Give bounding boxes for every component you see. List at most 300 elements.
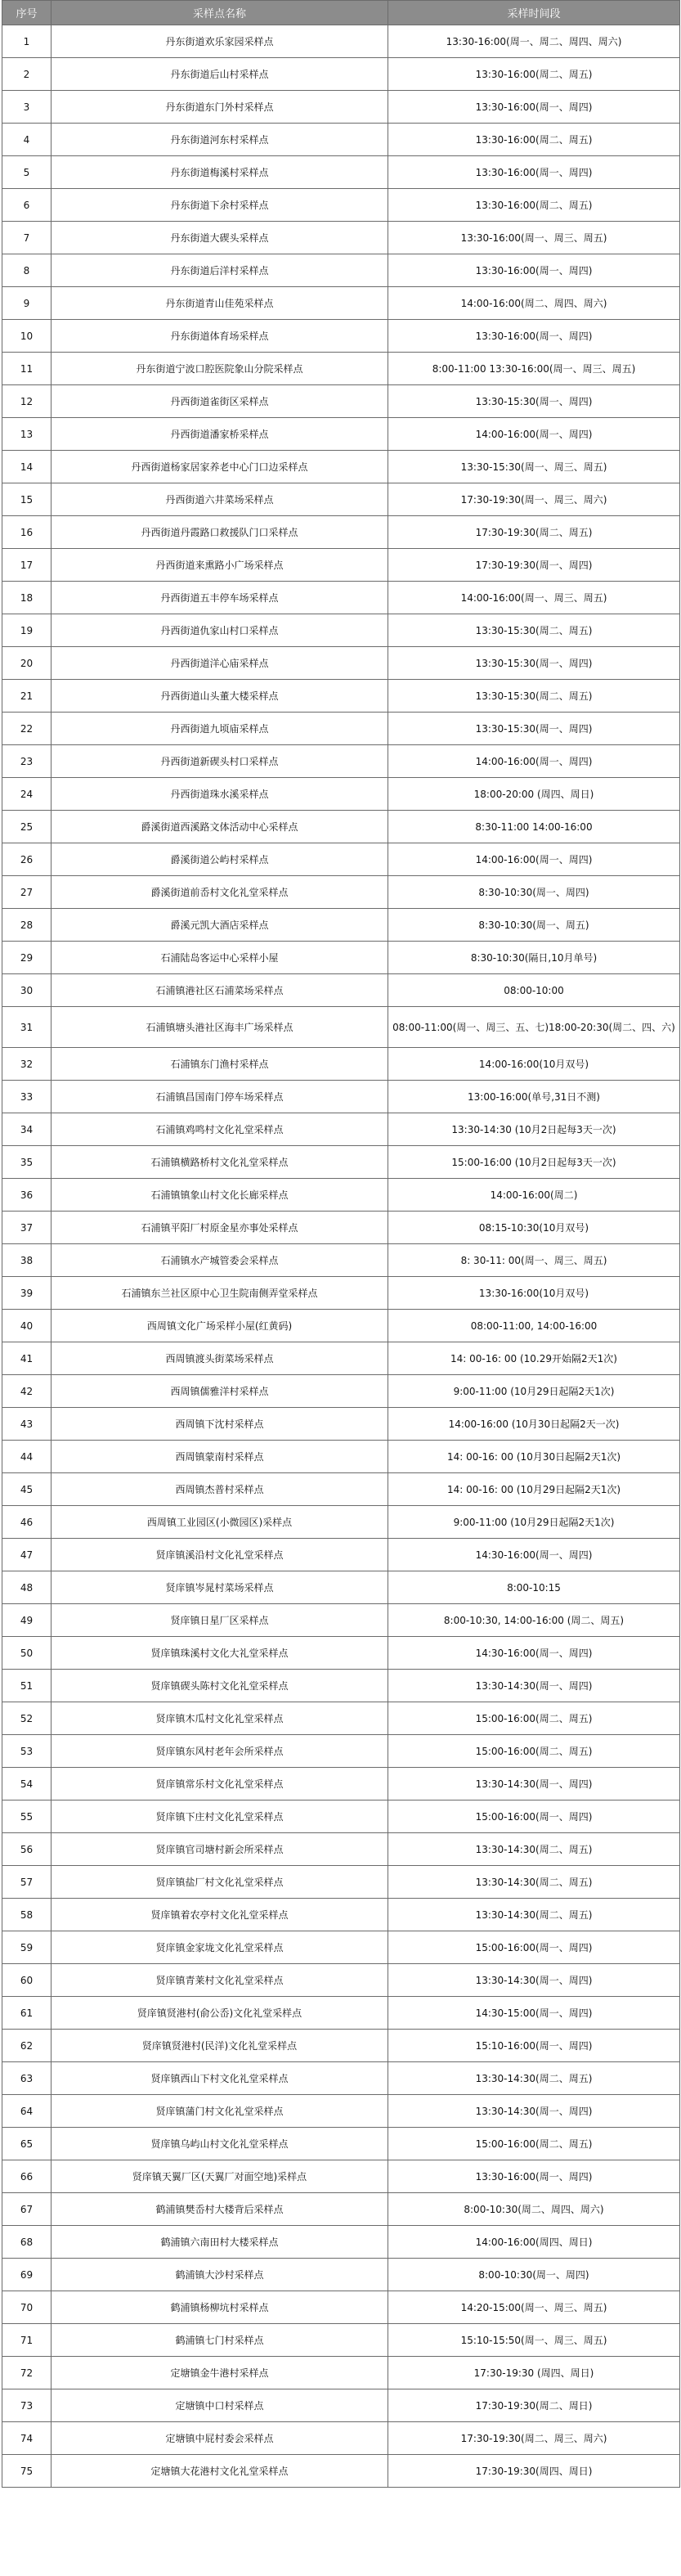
table-row	[2, 582, 680, 614]
cell-no: 17	[2, 549, 52, 582]
cell-name: 丹西街道五丰停车场采样点	[52, 582, 388, 614]
cell-time: 08:15-10:30(10月双号)	[388, 1212, 680, 1244]
cell-name: 贤庠镇贤港村(俞公岙)文化礼堂采样点	[52, 1997, 388, 2030]
cell-no: 12	[2, 385, 52, 418]
cell-name: 石浦镇昌国南门停车场采样点	[52, 1081, 388, 1113]
cell-no: 64	[2, 2095, 52, 2128]
cell-name: 贤庠镇官司塘村新会所采样点	[52, 1833, 388, 1866]
table-row	[2, 1637, 680, 1670]
table-row	[2, 1113, 680, 1146]
table-row	[2, 287, 680, 320]
cell-name: 丹西街道新碶头村口采样点	[52, 745, 388, 778]
cell-name: 石浦镇塘头港社区海丰广场采样点	[52, 1007, 388, 1048]
cell-name: 丹西街道珠水溪采样点	[52, 778, 388, 811]
cell-name: 丹西街道洋心庙采样点	[52, 647, 388, 680]
cell-time: 15:00-16:00 (10月2日起每3天一次)	[388, 1146, 680, 1179]
cell-no: 40	[2, 1310, 52, 1342]
table-row	[2, 1146, 680, 1179]
cell-name: 丹东街道下余村采样点	[52, 189, 388, 222]
table-row	[2, 2422, 680, 2455]
table-row	[2, 320, 680, 353]
cell-time: 13:30-15:30(周一、周四)	[388, 647, 680, 680]
sampling-points-table	[2, 0, 680, 2488]
cell-time: 13:30-16:00(周一、周四)	[388, 156, 680, 189]
table-row	[2, 1408, 680, 1441]
cell-no: 24	[2, 778, 52, 811]
table-header-row	[2, 1, 680, 25]
table-row	[2, 254, 680, 287]
cell-time: 17:30-19:30(周一、周四)	[388, 549, 680, 582]
cell-no: 59	[2, 1931, 52, 1964]
cell-no: 16	[2, 516, 52, 549]
cell-no: 70	[2, 2291, 52, 2324]
cell-time: 15:10-15:50(周一、周三、周五)	[388, 2324, 680, 2357]
cell-time: 17:30-19:30(周二、周三、周六)	[388, 2422, 680, 2455]
cell-no: 22	[2, 713, 52, 745]
header-name: 采样点名称	[52, 1, 388, 25]
table-row	[2, 1571, 680, 1604]
cell-no: 52	[2, 1702, 52, 1735]
table-row	[2, 91, 680, 124]
cell-no: 8	[2, 254, 52, 287]
cell-name: 丹西街道来熏路小广场采样点	[52, 549, 388, 582]
table-row	[2, 1604, 680, 1637]
cell-name: 爵溪街道公屿村采样点	[52, 843, 388, 876]
cell-no: 72	[2, 2357, 52, 2389]
cell-time: 15:00-16:00(周一、周四)	[388, 1801, 680, 1833]
cell-name: 石浦镇港社区石浦菜场采样点	[52, 974, 388, 1007]
cell-name: 贤庠镇常乐村文化礼堂采样点	[52, 1768, 388, 1801]
cell-no: 67	[2, 2193, 52, 2226]
table-row	[2, 222, 680, 254]
cell-no: 63	[2, 2062, 52, 2095]
table-row	[2, 1048, 680, 1081]
cell-name: 鹤浦镇七门村采样点	[52, 2324, 388, 2357]
table-row	[2, 1473, 680, 1506]
cell-time: 13:30-16:00(周二、周五)	[388, 124, 680, 156]
cell-time: 8:30-11:00 14:00-16:00	[388, 811, 680, 843]
cell-time: 8: 30-11: 00(周一、周三、周五)	[388, 1244, 680, 1277]
cell-name: 石浦镇横路桥村文化礼堂采样点	[52, 1146, 388, 1179]
cell-time: 14:00-16:00(周一、周四)	[388, 418, 680, 451]
cell-name: 贤庠镇青莱村文化礼堂采样点	[52, 1964, 388, 1997]
cell-name: 贤庠镇溪沿村文化礼堂采样点	[52, 1539, 388, 1571]
cell-no: 3	[2, 91, 52, 124]
table-row	[2, 418, 680, 451]
cell-no: 66	[2, 2160, 52, 2193]
cell-name: 石浦陆岛客运中心采样小屋	[52, 942, 388, 974]
cell-no: 14	[2, 451, 52, 483]
table-row	[2, 745, 680, 778]
cell-time: 9:00-11:00 (10月29日起隔2天1次)	[388, 1375, 680, 1408]
cell-time: 13:30-14:30(周一、周四)	[388, 1964, 680, 1997]
cell-no: 74	[2, 2422, 52, 2455]
cell-no: 61	[2, 1997, 52, 2030]
cell-name: 丹东街道欢乐家园采样点	[52, 25, 388, 58]
cell-name: 丹西街道九顷庙采样点	[52, 713, 388, 745]
cell-no: 56	[2, 1833, 52, 1866]
table-row	[2, 2062, 680, 2095]
cell-time: 13:30-16:00(周二、周五)	[388, 189, 680, 222]
cell-time: 13:30-14:30(周一、周四)	[388, 1670, 680, 1702]
cell-time: 15:00-16:00(周二、周五)	[388, 1735, 680, 1768]
table-body	[2, 25, 680, 2488]
table-row	[2, 2455, 680, 2488]
cell-no: 36	[2, 1179, 52, 1212]
table-row	[2, 124, 680, 156]
cell-time: 13:30-15:30(周一、周四)	[388, 713, 680, 745]
table-row	[2, 876, 680, 909]
cell-name: 丹东街道体育场采样点	[52, 320, 388, 353]
cell-time: 8:00-10:30(周一、周四)	[388, 2259, 680, 2291]
table-row	[2, 974, 680, 1007]
table-row	[2, 1244, 680, 1277]
cell-no: 53	[2, 1735, 52, 1768]
cell-time: 13:30-14:30(周二、周五)	[388, 2062, 680, 2095]
table-row	[2, 1964, 680, 1997]
cell-name: 丹西街道丹霞路口救援队门口采样点	[52, 516, 388, 549]
cell-name: 丹东街道大碶头采样点	[52, 222, 388, 254]
cell-name: 鹤浦镇樊岙村大楼背后采样点	[52, 2193, 388, 2226]
cell-time: 18:00-20:00 (周四、周日)	[388, 778, 680, 811]
table-row	[2, 1670, 680, 1702]
cell-name: 西周镇杰普村采样点	[52, 1473, 388, 1506]
table-row	[2, 2324, 680, 2357]
cell-time: 14:30-16:00(周一、周四)	[388, 1637, 680, 1670]
table-row	[2, 1342, 680, 1375]
cell-no: 42	[2, 1375, 52, 1408]
cell-no: 18	[2, 582, 52, 614]
cell-no: 25	[2, 811, 52, 843]
cell-time: 14:00-16:00(周二)	[388, 1179, 680, 1212]
table-row	[2, 1375, 680, 1408]
cell-time: 17:30-19:30 (周四、周日)	[388, 2357, 680, 2389]
cell-time: 8:00-10:30, 14:00-16:00 (周二、周五)	[388, 1604, 680, 1637]
cell-no: 71	[2, 2324, 52, 2357]
table-row	[2, 1866, 680, 1899]
cell-time: 8:00-10:15	[388, 1571, 680, 1604]
cell-no: 2	[2, 58, 52, 91]
cell-time: 13:00-16:00(单号,31日不测)	[388, 1081, 680, 1113]
cell-no: 32	[2, 1048, 52, 1081]
cell-name: 丹西街道潘家桥采样点	[52, 418, 388, 451]
cell-no: 47	[2, 1539, 52, 1571]
table-row	[2, 1277, 680, 1310]
table-row	[2, 189, 680, 222]
cell-name: 石浦镇东门渔村采样点	[52, 1048, 388, 1081]
cell-time: 13:30-15:30(周二、周五)	[388, 614, 680, 647]
cell-time: 14: 00-16: 00 (10.29开始隔2天1次)	[388, 1342, 680, 1375]
cell-time: 13:30-16:00(10月双号)	[388, 1277, 680, 1310]
cell-time: 14: 00-16: 00 (10月29日起隔2天1次)	[388, 1473, 680, 1506]
cell-no: 23	[2, 745, 52, 778]
cell-name: 鹤浦镇杨柳坑村采样点	[52, 2291, 388, 2324]
table-row	[2, 2259, 680, 2291]
table-row	[2, 2030, 680, 2062]
table-row	[2, 1179, 680, 1212]
cell-no: 4	[2, 124, 52, 156]
cell-name: 西周镇文化广场采样小屋(红黄码)	[52, 1310, 388, 1342]
cell-time: 17:30-19:30(周四、周日)	[388, 2455, 680, 2488]
cell-name: 定塘镇大花港村文化礼堂采样点	[52, 2455, 388, 2488]
cell-no: 28	[2, 909, 52, 942]
cell-name: 贤庠镇贤港村(民洋)文化礼堂采样点	[52, 2030, 388, 2062]
table-row	[2, 2193, 680, 2226]
cell-time: 13:30-14:30(周二、周五)	[388, 1899, 680, 1931]
cell-name: 定塘镇中口村采样点	[52, 2389, 388, 2422]
header-time: 采样时间段	[388, 1, 680, 25]
table-row	[2, 1506, 680, 1539]
cell-no: 54	[2, 1768, 52, 1801]
cell-no: 6	[2, 189, 52, 222]
table-row	[2, 2389, 680, 2422]
cell-name: 贤庠镇日星厂区采样点	[52, 1604, 388, 1637]
header-no: 序号	[2, 1, 52, 25]
table-row	[2, 1997, 680, 2030]
cell-name: 丹东街道宁波口腔医院象山分院采样点	[52, 353, 388, 385]
cell-time: 9:00-11:00 (10月29日起隔2天1次)	[388, 1506, 680, 1539]
cell-time: 13:30-14:30 (10月2日起每3天一次)	[388, 1113, 680, 1146]
table-row	[2, 1702, 680, 1735]
table-row	[2, 2095, 680, 2128]
cell-name: 丹西街道六井菜场采样点	[52, 483, 388, 516]
table-row	[2, 58, 680, 91]
table-row	[2, 2128, 680, 2160]
table-row	[2, 25, 680, 58]
cell-name: 丹西街道杨家居家养老中心门口边采样点	[52, 451, 388, 483]
cell-time: 13:30-16:00(周一、周二、周四、周六)	[388, 25, 680, 58]
cell-name: 丹东街道梅溪村采样点	[52, 156, 388, 189]
cell-no: 50	[2, 1637, 52, 1670]
table-row	[2, 1441, 680, 1473]
cell-time: 08:00-11:00(周一、周三、五、七)18:00-20:30(周二、四、六)	[388, 1007, 680, 1048]
cell-name: 鹤浦镇六南田村大楼采样点	[52, 2226, 388, 2259]
cell-no: 48	[2, 1571, 52, 1604]
table-row	[2, 1833, 680, 1866]
cell-no: 51	[2, 1670, 52, 1702]
cell-no: 30	[2, 974, 52, 1007]
cell-no: 62	[2, 2030, 52, 2062]
table-row	[2, 2357, 680, 2389]
cell-time: 13:30-14:30(周一、周四)	[388, 2095, 680, 2128]
cell-time: 15:00-16:00(周二、周五)	[388, 2128, 680, 2160]
cell-time: 8:00-11:00 13:30-16:00(周一、周三、周五)	[388, 353, 680, 385]
cell-name: 石浦镇东兰社区原中心卫生院南侧弄堂采样点	[52, 1277, 388, 1310]
cell-name: 石浦镇镇象山村文化长廊采样点	[52, 1179, 388, 1212]
cell-name: 石浦镇平阳厂村原金星亦事处采样点	[52, 1212, 388, 1244]
cell-time: 13:30-15:30(周二、周五)	[388, 680, 680, 713]
table-row	[2, 1931, 680, 1964]
cell-no: 60	[2, 1964, 52, 1997]
cell-name: 贤庠镇天翼厂区(天翼厂对面空地)采样点	[52, 2160, 388, 2193]
cell-time: 14:00-16:00(周二、周四、周六)	[388, 287, 680, 320]
cell-no: 13	[2, 418, 52, 451]
cell-name: 丹西街道雀街区采样点	[52, 385, 388, 418]
cell-time: 14:20-15:00(周一、周三、周五)	[388, 2291, 680, 2324]
cell-no: 15	[2, 483, 52, 516]
cell-name: 贤庠镇乌屿山村文化礼堂采样点	[52, 2128, 388, 2160]
cell-time: 17:30-19:30(周二、周五)	[388, 516, 680, 549]
cell-time: 13:30-16:00(周一、周四)	[388, 91, 680, 124]
cell-time: 13:30-16:00(周二、周五)	[388, 58, 680, 91]
table-row	[2, 843, 680, 876]
cell-time: 13:30-14:30(周二、周五)	[388, 1833, 680, 1866]
cell-name: 贤庠镇珠溪村文化大礼堂采样点	[52, 1637, 388, 1670]
table-row	[2, 385, 680, 418]
cell-name: 丹西街道仇家山村口采样点	[52, 614, 388, 647]
table-row	[2, 353, 680, 385]
cell-no: 10	[2, 320, 52, 353]
table-row	[2, 2226, 680, 2259]
cell-no: 65	[2, 2128, 52, 2160]
cell-name: 西周镇下沈村采样点	[52, 1408, 388, 1441]
cell-time: 14:00-16:00(10月双号)	[388, 1048, 680, 1081]
cell-no: 31	[2, 1007, 52, 1048]
cell-time: 15:00-16:00(周二、周五)	[388, 1702, 680, 1735]
cell-no: 38	[2, 1244, 52, 1277]
cell-name: 西周镇工业园区(小微园区)采样点	[52, 1506, 388, 1539]
table-row	[2, 1735, 680, 1768]
cell-time: 14:30-16:00(周一、周四)	[388, 1539, 680, 1571]
cell-name: 贤庠镇着农亭村文化礼堂采样点	[52, 1899, 388, 1931]
table-row	[2, 713, 680, 745]
cell-time: 8:00-10:30(周二、周四、周六)	[388, 2193, 680, 2226]
cell-no: 33	[2, 1081, 52, 1113]
cell-no: 5	[2, 156, 52, 189]
cell-time: 8:30-10:30(隔日,10月单号)	[388, 942, 680, 974]
cell-name: 贤庠镇东风村老年会所采样点	[52, 1735, 388, 1768]
cell-no: 19	[2, 614, 52, 647]
cell-name: 贤庠镇西山下村文化礼堂采样点	[52, 2062, 388, 2095]
cell-time: 13:30-14:30(周一、周四)	[388, 1768, 680, 1801]
cell-time: 13:30-16:00(周一、周四)	[388, 320, 680, 353]
cell-no: 57	[2, 1866, 52, 1899]
table-row	[2, 1212, 680, 1244]
cell-no: 35	[2, 1146, 52, 1179]
cell-time: 13:30-16:00(周一、周四)	[388, 254, 680, 287]
cell-no: 49	[2, 1604, 52, 1637]
cell-time: 14:00-16:00 (10月30日起隔2天一次)	[388, 1408, 680, 1441]
table-row	[2, 680, 680, 713]
table-row	[2, 1310, 680, 1342]
cell-name: 定塘镇金牛港村采样点	[52, 2357, 388, 2389]
cell-no: 55	[2, 1801, 52, 1833]
cell-time: 8:30-10:30(周一、周四)	[388, 876, 680, 909]
cell-time: 14:00-16:00(周一、周三、周五)	[388, 582, 680, 614]
table-row	[2, 1539, 680, 1571]
cell-name: 丹东街道河东村采样点	[52, 124, 388, 156]
cell-name: 丹西街道山头董大楼采样点	[52, 680, 388, 713]
cell-name: 贤庠镇木瓜村文化礼堂采样点	[52, 1702, 388, 1735]
cell-no: 43	[2, 1408, 52, 1441]
cell-no: 11	[2, 353, 52, 385]
cell-no: 69	[2, 2259, 52, 2291]
cell-name: 丹东街道后洋村采样点	[52, 254, 388, 287]
table-row	[2, 549, 680, 582]
cell-no: 44	[2, 1441, 52, 1473]
cell-name: 石浦镇鸡鸣村文化礼堂采样点	[52, 1113, 388, 1146]
cell-no: 9	[2, 287, 52, 320]
cell-name: 贤庠镇岑晁村菜场采样点	[52, 1571, 388, 1604]
cell-time: 15:00-16:00(周一、周四)	[388, 1931, 680, 1964]
table-row	[2, 1801, 680, 1833]
table-row	[2, 1768, 680, 1801]
cell-name: 西周镇蒙南村采样点	[52, 1441, 388, 1473]
cell-time: 13:30-15:30(周一、周三、周五)	[388, 451, 680, 483]
cell-time: 14: 00-16: 00 (10月30日起隔2天1次)	[388, 1441, 680, 1473]
cell-time: 14:00-16:00(周四、周日)	[388, 2226, 680, 2259]
table-row	[2, 1081, 680, 1113]
table-row	[2, 1007, 680, 1048]
cell-name: 西周镇儒雅洋村采样点	[52, 1375, 388, 1408]
table-row	[2, 2160, 680, 2193]
cell-name: 贤庠镇盐厂村文化礼堂采样点	[52, 1866, 388, 1899]
table-row	[2, 483, 680, 516]
cell-time: 17:30-19:30(周二、周日)	[388, 2389, 680, 2422]
cell-no: 20	[2, 647, 52, 680]
cell-no: 37	[2, 1212, 52, 1244]
cell-name: 贤庠镇碶头陈村文化礼堂采样点	[52, 1670, 388, 1702]
table-row	[2, 909, 680, 942]
cell-no: 68	[2, 2226, 52, 2259]
cell-no: 21	[2, 680, 52, 713]
cell-time: 13:30-15:30(周一、周四)	[388, 385, 680, 418]
cell-no: 27	[2, 876, 52, 909]
cell-name: 西周镇渡头街菜场采样点	[52, 1342, 388, 1375]
cell-time: 13:30-14:30(周二、周五)	[388, 1866, 680, 1899]
cell-time: 17:30-19:30(周一、周三、周六)	[388, 483, 680, 516]
cell-no: 41	[2, 1342, 52, 1375]
cell-time: 15:10-16:00(周一、周四)	[388, 2030, 680, 2062]
cell-no: 45	[2, 1473, 52, 1506]
cell-no: 1	[2, 25, 52, 58]
cell-name: 爵溪街道西溪路文体活动中心采样点	[52, 811, 388, 843]
table-row	[2, 516, 680, 549]
table-row	[2, 2291, 680, 2324]
table-row	[2, 647, 680, 680]
cell-time: 14:00-16:00(周一、周四)	[388, 843, 680, 876]
cell-name: 爵溪元凯大酒店采样点	[52, 909, 388, 942]
cell-no: 75	[2, 2455, 52, 2488]
cell-no: 7	[2, 222, 52, 254]
cell-name: 贤庠镇金家垅文化礼堂采样点	[52, 1931, 388, 1964]
cell-name: 鹤浦镇大沙村采样点	[52, 2259, 388, 2291]
table-row	[2, 1899, 680, 1931]
cell-time: 8:30-10:30(周一、周五)	[388, 909, 680, 942]
cell-time: 14:00-16:00(周一、周四)	[388, 745, 680, 778]
cell-no: 29	[2, 942, 52, 974]
cell-name: 石浦镇水产城管委会采样点	[52, 1244, 388, 1277]
cell-name: 贤庠镇下庄村文化礼堂采样点	[52, 1801, 388, 1833]
cell-name: 丹东街道后山村采样点	[52, 58, 388, 91]
table-row	[2, 778, 680, 811]
cell-name: 丹东街道东门外村采样点	[52, 91, 388, 124]
cell-time: 08:00-10:00	[388, 974, 680, 1007]
cell-name: 贤庠镇蒲门村文化礼堂采样点	[52, 2095, 388, 2128]
table-row	[2, 451, 680, 483]
table-row	[2, 811, 680, 843]
cell-no: 39	[2, 1277, 52, 1310]
cell-time: 14:30-15:00(周一、周四)	[388, 1997, 680, 2030]
cell-no: 58	[2, 1899, 52, 1931]
table-row	[2, 942, 680, 974]
cell-time: 13:30-16:00(周一、周三、周五)	[388, 222, 680, 254]
cell-time: 08:00-11:00, 14:00-16:00	[388, 1310, 680, 1342]
cell-no: 46	[2, 1506, 52, 1539]
cell-no: 73	[2, 2389, 52, 2422]
cell-no: 34	[2, 1113, 52, 1146]
table-row	[2, 156, 680, 189]
